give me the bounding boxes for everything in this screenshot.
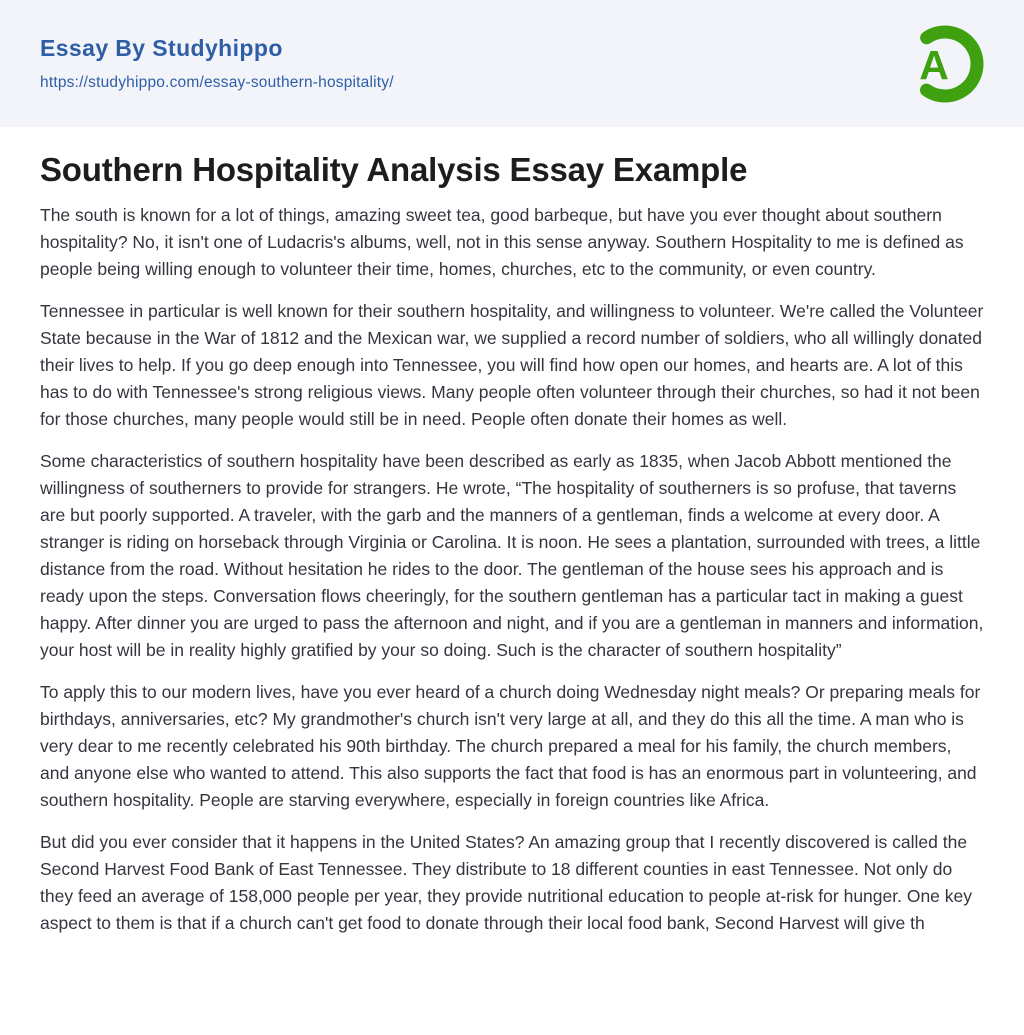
essay-paragraph: Tennessee in particular is well known for their southern hospitality, and willingness to volunteer. We're called the Volunteer State because in the War of 1812 and the Mexican war, we supplied a record number of soldiers, who all willingly donated their lives to help. If you go deep enough into Tennessee, you will find how open our homes, and hearts are. A lot of this has to do with Tennessee's strong religious views. Many people often volunteer through their churches, so had it not been for those churches, many people would still be in need. People often donate their homes as well.	[40, 301, 984, 429]
essay-paragraph: To apply this to our modern lives, have you ever heard of a church doing Wednesday night meals? Or preparing meals for birthdays, anniversaries, etc? My grandmother's church isn't very large at all, and they do this all the time. A man who is very dear to me recently celebrated his 90th birthday. The church prepared a meal for his family, the church members, and anyone else who wanted to attend. This also supports the fact that food is has an enormous part in volunteering, and southern hospitality. People are starving everywhere, especially in foreign countries like Africa.	[40, 682, 981, 810]
essay-paragraph: But did you ever consider that it happens in the United States? An amazing group that I recently discovered is called the Second Harvest Food Bank of East Tennessee. They distribute to 18 different counties in east Tennessee. Not only do they feed an average of 158,000 people per year, they provide nutritional education to people at-risk for hunger. One key aspect to them is that if a church can't get food to donate through their local food bank, Second Harvest will give th	[40, 832, 973, 933]
header-text-block	[40, 35, 394, 92]
essay-content	[40, 202, 984, 937]
page-header	[0, 0, 1024, 127]
logo-letter: A	[919, 41, 949, 88]
essay-url-link[interactable]: https://studyhippo.com/essay-southern-hospitality/	[40, 74, 394, 91]
site-title: Essay By Studyhippo	[40, 35, 283, 61]
essay-paragraph: Some characteristics of southern hospitality have been described as early as 1835, when Jacob Abbott mentioned the willingness of southerners to provide for strangers. He wrote, “The hospitality of southerners is so profuse, that taverns are but poorly supported. A traveler, with the garb and the manners of a gentleman, finds a welcome at every door. A stranger is riding on horseback through Virginia or Carolina. It is noon. He sees a plantation, surrounded with trees, a little distance from the road. Without hesitation he rides to the door. The gentleman of the house sees his approach and is ready upon the steps. Conversation flows cheeringly, for the southern gentleman has a particular tact in making a guest happy. After dinner you are urged to pass the afternoon and night, and if you are a gentleman in manners and information, your host will be in reality highly gratified by your so doing. Such is the character of southern hospitality”	[40, 451, 984, 660]
studyhippo-logo-icon	[904, 18, 986, 110]
essay-paragraph: The south is known for a lot of things, amazing sweet tea, good barbeque, but have you ever thought about southern hospitality? No, it isn't one of Ludacris's albums, well, not in this sense anyway. Southern Hospitality to me is defined as people being willing enough to volunteer their time, homes, churches, etc to the community, or even country.	[40, 205, 964, 279]
article-body	[0, 151, 1024, 937]
article-title: Southern Hospitality Analysis Essay Example	[40, 151, 748, 188]
